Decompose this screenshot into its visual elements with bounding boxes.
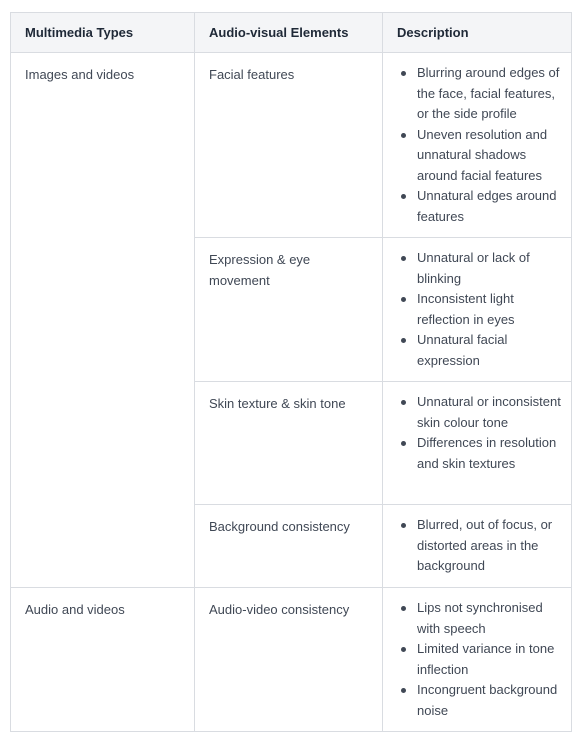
- description-item: Unnatural facial expression: [417, 330, 561, 371]
- description-item: Uneven resolution and unnatural shadows around facial features: [417, 125, 561, 187]
- element-cell: Audio-video consistency: [195, 588, 383, 732]
- element-cell: Expression & eye movement: [195, 238, 383, 382]
- description-item: Incongruent background noise: [417, 680, 561, 721]
- description-cell: [383, 382, 572, 505]
- header-audio-visual-elements: Audio-visual Elements: [195, 13, 383, 53]
- description-item: Blurring around edges of the face, facial features, or the side profile: [417, 63, 561, 125]
- description-cell: [383, 588, 572, 732]
- description-item: Unnatural or lack of blinking: [417, 248, 561, 289]
- multimedia-type-cell: Images and videos: [11, 53, 195, 588]
- description-item: Differences in resolution and skin textures: [417, 433, 561, 474]
- description-cell: [383, 238, 572, 382]
- multimedia-table-container: [10, 12, 571, 732]
- description-item: Unnatural edges around features: [417, 186, 561, 227]
- description-list: [417, 63, 561, 227]
- description-list: [417, 515, 561, 577]
- table-row: [11, 588, 572, 732]
- description-cell: [383, 505, 572, 588]
- element-cell: Skin texture & skin tone: [195, 382, 383, 505]
- description-list: [417, 248, 561, 371]
- description-item: Limited variance in tone inflection: [417, 639, 561, 680]
- description-item: Lips not synchronised with speech: [417, 598, 561, 639]
- description-cell: [383, 53, 572, 238]
- description-item: Unnatural or inconsistent skin colour tone: [417, 392, 561, 433]
- table-row: [11, 53, 572, 238]
- description-item: Blurred, out of focus, or distorted areas in the background: [417, 515, 561, 577]
- element-cell: Background consistency: [195, 505, 383, 588]
- description-list: [417, 598, 561, 721]
- header-description: Description: [383, 13, 572, 53]
- description-list: [417, 392, 561, 474]
- element-cell: Facial features: [195, 53, 383, 238]
- multimedia-type-cell: Audio and videos: [11, 588, 195, 732]
- table-header-row: [11, 13, 572, 53]
- description-item: Inconsistent light reflection in eyes: [417, 289, 561, 330]
- header-multimedia-types: Multimedia Types: [11, 13, 195, 53]
- multimedia-table: [10, 12, 572, 732]
